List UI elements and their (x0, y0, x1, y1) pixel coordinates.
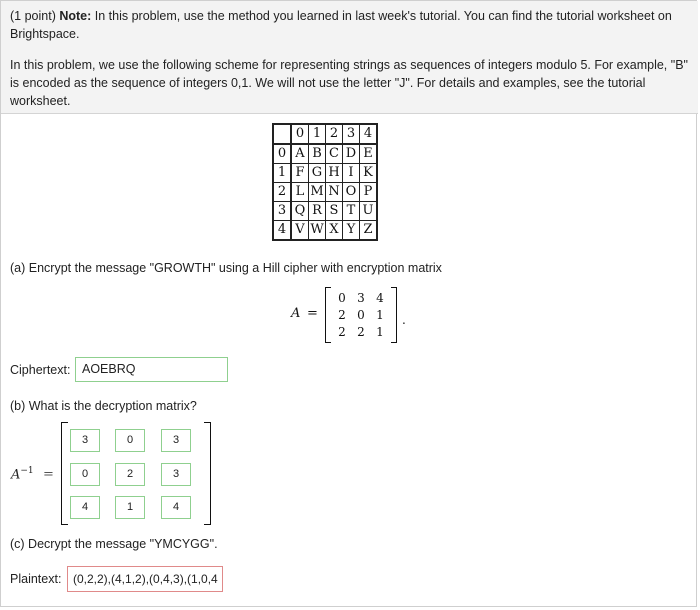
col-header: 1 (309, 124, 326, 144)
letter-cell: H (326, 164, 343, 183)
table-row (273, 202, 377, 221)
letter-cell: R (309, 202, 326, 221)
table-row (273, 144, 377, 164)
matrix-cell: 3 (357, 291, 365, 305)
row-header: 4 (273, 221, 291, 241)
table-corner (273, 124, 291, 144)
letter-cell: S (326, 202, 343, 221)
letter-cell: W (309, 221, 326, 241)
letter-cell: P (360, 183, 378, 202)
instructions-panel (1, 1, 698, 114)
plaintext-input[interactable]: (0,2,2),(4,1,2),(0,4,3),(1,0,4 (67, 566, 223, 592)
letter-cell: O (343, 183, 360, 202)
matrix-answer-input[interactable]: 3 (70, 429, 100, 452)
letter-cell: L (291, 183, 309, 202)
letter-cell: A (291, 144, 309, 164)
matrix-cell: 2 (357, 325, 365, 339)
letter-cell: T (343, 202, 360, 221)
letter-cell: V (291, 221, 309, 241)
row-header: 2 (273, 183, 291, 202)
equals-sign: = (307, 306, 318, 321)
table-row (273, 164, 377, 183)
letter-cell: E (360, 144, 378, 164)
matrix-cell: 1 (376, 308, 384, 322)
row-header: 0 (273, 144, 291, 164)
row-header: 3 (273, 202, 291, 221)
part-c-prompt: (c) Decrypt the message "YMCYGG". (10, 537, 218, 551)
left-bracket (61, 422, 68, 525)
matrix-answer-input[interactable]: 3 (161, 463, 191, 486)
matrix-cell: 2 (338, 308, 346, 322)
inverse-exponent: −1 (20, 466, 34, 476)
right-bracket (204, 422, 211, 525)
col-header: 0 (291, 124, 309, 144)
letter-cell: Q (291, 202, 309, 221)
col-header: 3 (343, 124, 360, 144)
matrix-name: A (291, 306, 301, 321)
intro-paragraph: In this problem, we use the following scheme for representing strings as sequences of integers modulo 5. For example, "B" is encoded as the sequence of integers 0,1. We will not use the letter "J". For details and examples, see the tutorial worksheet. (10, 58, 688, 108)
matrix-cell: 1 (376, 325, 384, 339)
letter-cell: M (309, 183, 326, 202)
left-bracket (325, 287, 331, 343)
ciphertext-label: Ciphertext: (10, 363, 71, 377)
letter-cell: Z (360, 221, 378, 241)
matrix-answer-input[interactable]: 4 (70, 496, 100, 519)
letter-cell: I (343, 164, 360, 183)
matrix-answer-input[interactable]: 4 (161, 496, 191, 519)
matrix-answer-input[interactable]: 3 (161, 429, 191, 452)
part-a-prompt: (a) Encrypt the message "GROWTH" using a Hill cipher with encryption matrix (10, 261, 442, 275)
matrix-answer-input[interactable]: 1 (115, 496, 145, 519)
letter-cell: F (291, 164, 309, 183)
matrix-answer-input[interactable]: 0 (70, 463, 100, 486)
matrix-cell: 0 (357, 308, 365, 322)
note-label: Note: (59, 9, 92, 23)
matrix-answer-input[interactable]: 0 (115, 429, 145, 452)
col-header: 4 (360, 124, 378, 144)
point-value: (1 point) (10, 9, 56, 23)
letter-cell: X (326, 221, 343, 241)
letter-cell: N (326, 183, 343, 202)
note-paragraph (10, 7, 690, 43)
matrix-cell: 0 (338, 291, 346, 305)
inverse-matrix-label (11, 466, 34, 482)
table-header-row (273, 124, 377, 144)
inverse-matrix-name: A (11, 467, 21, 483)
letter-cell: G (309, 164, 326, 183)
inverse-equals-sign: = (43, 467, 54, 482)
letter-cell: Y (343, 221, 360, 241)
right-bracket (391, 287, 397, 343)
letter-cell: U (360, 202, 378, 221)
letter-cell: D (343, 144, 360, 164)
letter-cell: B (309, 144, 326, 164)
table-row (273, 183, 377, 202)
table-row (273, 221, 377, 241)
col-header: 2 (326, 124, 343, 144)
letter-cell: C (326, 144, 343, 164)
row-header: 1 (273, 164, 291, 183)
matrix-answer-input[interactable]: 2 (115, 463, 145, 486)
period: . (402, 313, 406, 327)
note-text: In this problem, use the method you learned in last week's tutorial. You can find the tutorial worksheet on Brightspace. (10, 9, 672, 41)
matrix-cell: 2 (338, 325, 346, 339)
plaintext-label: Plaintext: (10, 572, 62, 586)
matrix-cell: 4 (376, 291, 384, 305)
ciphertext-input[interactable]: AOEBRQ (75, 357, 228, 382)
letter-cell: K (360, 164, 378, 183)
part-b-prompt: (b) What is the decryption matrix? (10, 399, 197, 413)
encoding-table (272, 123, 378, 241)
